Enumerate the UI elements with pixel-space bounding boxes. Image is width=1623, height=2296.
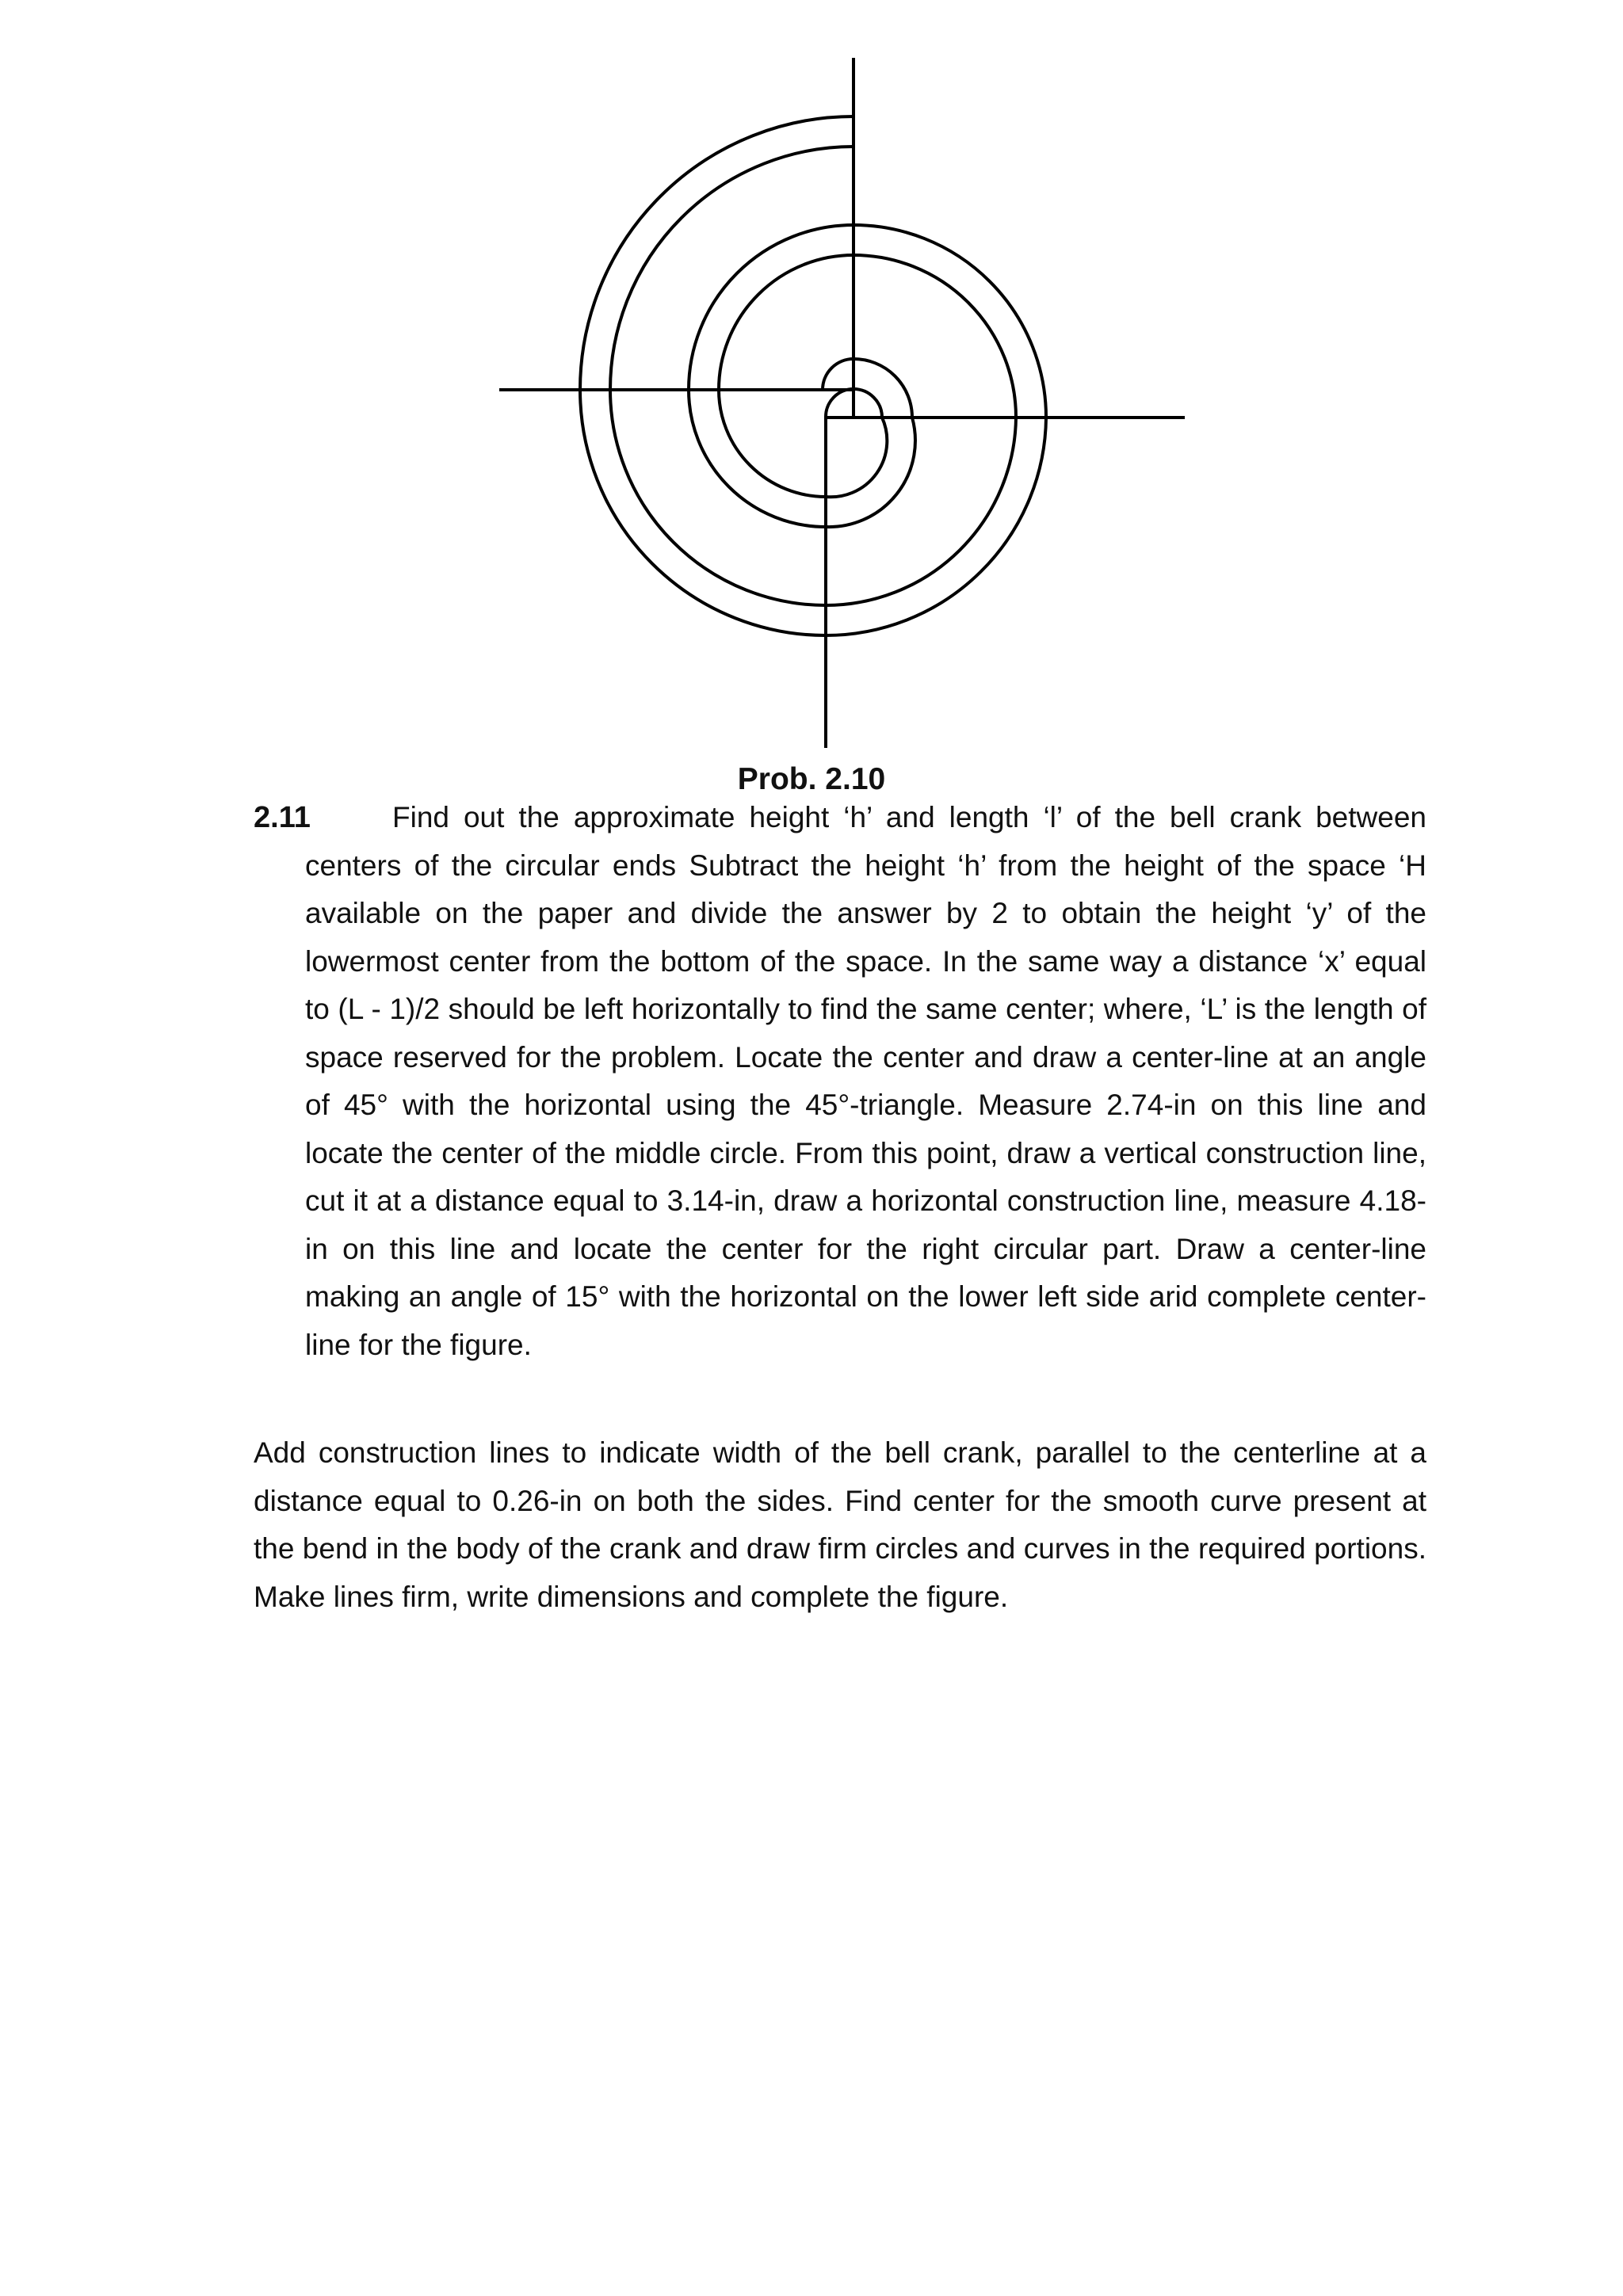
problem-2-11 [254, 794, 1426, 1369]
problem-number: 2.11 [254, 801, 311, 834]
figure-caption: Prob. 2.10 [737, 762, 886, 796]
spiral-outer-curve [580, 116, 1046, 635]
problem-continuation-paragraph: Add construction lines to indicate width of the bell crank, parallel to the centerline at a distance equal to 0.26-in on both the sides. Find center for the smooth curve present at the bend in the body of the crank and draw firm circles and curves in the required portions. Make lines firm, write dimensions and complete the figure. [254, 1436, 1426, 1613]
spiral-inner-curve [610, 147, 1016, 605]
problem-text: Find out the approximate height ‘h’ and length ‘l’ of the bell crank between centers of the circular ends Subtract the height ‘h’ from the height of the space ‘H available on the paper and divide the answer by 2 to obtain the height ‘y’ of the lowermost center from the bottom of the space. In the same way a distance ‘x’ equal to (L - 1)/2 should be left horizontally to find the same center; where, ‘L’ is the length of space reserved for the problem. Locate the center and draw a center-line at an angle of 45° with the horizontal using the 45°-triangle. Measure 2.74-in on this line and locate the center of the middle circle. From this point, draw a vertical construction line, cut it at a distance equal to 3.14-in, draw a horizontal construction line, measure 4.18-in on this line and locate the center for the right circular part. Draw a center-line making an angle of 15° with the horizontal on the lower left side arid complete center-line for the figure. [305, 801, 1426, 1361]
spiral-drawing [0, 0, 1623, 761]
